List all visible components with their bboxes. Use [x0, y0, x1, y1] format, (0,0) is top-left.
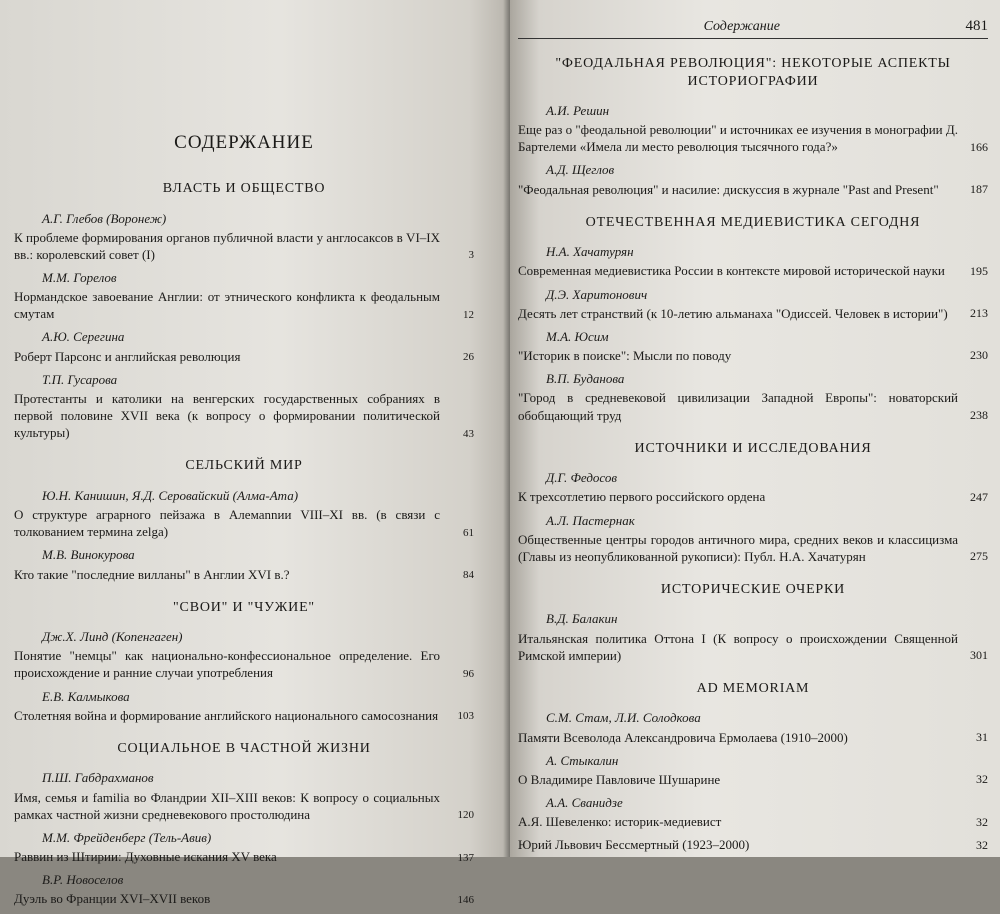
entry-title: Современная медиевистика России в контексте мировой исторической науки — [518, 263, 945, 279]
entry-author: Д.Э. Харитонович — [546, 286, 648, 302]
entry-article — [14, 890, 474, 907]
entry-title: Протестанты и католики на венгерских государственных собраниях в первой половине XVII века (к вопросу о формировании политической культуры) — [14, 390, 440, 441]
entry-page-number: 166 — [970, 139, 988, 154]
entry-article — [518, 488, 988, 505]
entry-article — [14, 390, 474, 441]
entry-page-number: 12 — [463, 308, 474, 321]
toc-entry — [14, 829, 474, 865]
entry-title: К проблеме формирования органов публичной власти у англосаксов в VI–IX вв.: королевский совет (I) — [14, 229, 440, 262]
entry-author: А. Стыкалин — [546, 752, 619, 768]
entry-title: Юрий Львович Бессмертный (1923–2000) — [518, 837, 750, 853]
entry-author: М.М. Горелов — [42, 269, 117, 285]
toc-entry — [14, 688, 474, 724]
entry-title: О Владимире Павловиче Шушарине — [518, 771, 721, 787]
entry-title: Кто такие "последние вилланы" в Англии XVI в.? — [14, 566, 290, 582]
left-sections — [14, 180, 474, 908]
entry-article — [518, 347, 988, 364]
toc-entry — [518, 752, 988, 788]
entry-article — [14, 647, 474, 681]
entry-page-number: 275 — [970, 549, 988, 564]
entry-author: В.П. Буданова — [546, 371, 625, 387]
entry-author: В.Д. Балакин — [546, 611, 618, 627]
toc-entry — [518, 709, 988, 745]
entry-article — [14, 348, 474, 365]
running-head — [518, 18, 988, 39]
entry-article — [518, 389, 988, 423]
section-title: ИСТОРИЧЕСКИЕ ОЧЕРКИ — [660, 581, 846, 597]
left-toc — [14, 120, 474, 914]
entry-page-number: 120 — [457, 809, 474, 822]
toc-entry — [14, 546, 474, 582]
section-title: ИСТОЧНИКИ И ИССЛЕДОВАНИЯ — [634, 440, 872, 456]
entry-title: Имя, семья и familia во Фландрии XII–XIII веков: К вопросу о социальных рамках частной жизни средневекового простолюдина — [14, 789, 440, 822]
toc-entry — [14, 487, 474, 540]
entry-page-number: 137 — [457, 851, 474, 864]
entry-title: К трехсотлетию первого российского ордена — [518, 489, 766, 505]
entry-author: М.В. Винокурова — [42, 547, 135, 563]
entry-title: Общественные центры городов античного мира, средних веков и классицизма (Главы из неопубликованной рукописи): Публ. Н.А. Хачатурян — [518, 531, 958, 564]
section-title: AD MEMORIAM — [696, 680, 810, 696]
entry-author: П.Ш. Габдрахманов — [42, 770, 154, 786]
entry-author: А.Д. Щеглов — [546, 162, 615, 178]
toc-entry — [14, 371, 474, 442]
entry-author: М.М. Фрейденберг (Тель-Авив) — [42, 829, 212, 845]
entry-article — [14, 288, 474, 322]
entry-page-number: 301 — [970, 648, 988, 663]
entry-author: А.А. Сванидзе — [546, 795, 623, 811]
entry-article — [518, 181, 988, 198]
entry-title: Роберт Парсонс и английская революция — [14, 348, 241, 364]
toc-entry — [518, 370, 988, 423]
toc-entry — [518, 328, 988, 364]
entry-title: Десять лет странствий (к 10-летию альманаха "Одиссей. Человек в истории") — [518, 305, 948, 321]
entry-article — [518, 813, 988, 830]
entry-title: "Феодальная революция" и насилие: дискуссия в журнале "Past and Present" — [518, 181, 939, 197]
entry-article — [518, 262, 988, 279]
section-title: ОТЕЧЕСТВЕННАЯ МЕДИЕВИСТИКА СЕГОДНЯ — [585, 214, 921, 230]
entry-page-number: 146 — [457, 894, 474, 907]
toc-entry — [518, 161, 988, 197]
toc-entry — [518, 794, 988, 830]
toc-entry — [14, 769, 474, 822]
entry-page-number: 247 — [970, 489, 988, 504]
entry-author: С.М. Стам, Л.И. Солодкова — [546, 710, 701, 726]
entry-title: Понятие "немцы" как национально-конфессиональное определение. Его происхождение и ранние случаи употребления — [14, 648, 440, 681]
entry-article — [518, 836, 988, 853]
entry-title: Памяти Всеволода Александровича Ермолаева (1910–2000) — [518, 729, 848, 745]
entry-article — [518, 531, 988, 565]
entry-article — [14, 566, 474, 583]
entry-page-number: 96 — [463, 668, 474, 681]
toc-entry — [518, 610, 988, 663]
section-title: ВЛАСТЬ И ОБЩЕСТВО — [162, 181, 326, 196]
right-sections — [518, 55, 988, 854]
entry-title: Еще раз о "феодальной революции" и источниках ее изучения в монографии Д. Бартелеми «Имела ли место революция тысячного года?» — [518, 122, 958, 155]
entry-author: Т.П. Гусарова — [42, 371, 118, 387]
entry-author: Е.В. Калмыкова — [42, 688, 130, 704]
entry-article — [518, 729, 988, 746]
toc-entry — [518, 102, 988, 155]
entry-article — [518, 771, 988, 788]
entry-page-number: 26 — [463, 351, 474, 364]
entry-article — [14, 506, 474, 540]
entry-author: В.Р. Новоселов — [42, 872, 124, 888]
entry-author: А.Г. Глебов (Воронеж) — [42, 210, 167, 226]
entry-title: "Историк в поиске": Мысли по поводу — [518, 348, 732, 364]
entry-title: Столетняя война и формирование английского национального самосознания — [14, 707, 439, 723]
entry-article — [518, 630, 988, 664]
entry-page-number: 195 — [970, 263, 988, 278]
toc-entry — [518, 286, 988, 322]
entry-author: Дж.Х. Линд (Копенгаген) — [42, 629, 183, 645]
entry-title: Нормандское завоевание Англии: от этнического конфликта к феодальным смутам — [14, 289, 440, 322]
entry-page-number: 213 — [970, 306, 988, 321]
running-title: Содержание — [703, 19, 780, 34]
entry-article — [518, 121, 988, 155]
section-title: СЕЛЬСКИЙ МИР — [185, 458, 303, 474]
entry-page-number: 43 — [463, 427, 474, 440]
entry-article — [14, 229, 474, 263]
entry-page-number: 84 — [463, 569, 474, 582]
entry-author: Н.А. Хачатурян — [546, 244, 634, 260]
entry-page-number: 32 — [976, 814, 988, 829]
right-page — [510, 0, 1000, 857]
entry-title: О структуре аграрного пейзажа в Алемannии VIII–XI вв. (в связи с толкованием термина zelga) — [14, 507, 440, 540]
section-title: "ФЕОДАЛЬНАЯ РЕВОЛЮЦИЯ": НЕКОТОРЫЕ АСПЕКТЫ ИСТОРИОГРАФИИ — [555, 56, 951, 89]
entry-article — [14, 707, 474, 724]
page-number: 481 — [965, 18, 988, 34]
entry-title: Итальянская политика Оттона I (К вопросу о происхождении Священной Римской империи) — [518, 630, 958, 663]
entry-page-number: 3 — [468, 249, 474, 262]
entry-author: А.И. Решин — [546, 103, 610, 118]
right-toc — [518, 18, 988, 860]
entry-title: "Город в средневековой цивилизации Западной Европы": новаторский обобщающий труд — [518, 390, 958, 423]
entry-page-number: 103 — [457, 710, 474, 723]
entry-page-number: 187 — [970, 181, 988, 196]
entry-author: М.А. Юсим — [546, 328, 609, 344]
entry-author: Ю.Н. Канишин, Я.Д. Серовайский (Алма-Ата) — [42, 487, 299, 503]
page-title: СОДЕРЖАНИЕ — [174, 132, 314, 153]
toc-entry — [518, 512, 988, 565]
section-title: "СВОИ" И "ЧУЖИЕ" — [173, 599, 315, 615]
entry-title: Раввин из Штирии: Духовные искания XV века — [14, 849, 277, 865]
entry-page-number: 32 — [976, 772, 988, 787]
section-title: СОЦИАЛЬНОЕ В ЧАСТНОЙ ЖИЗНИ — [117, 740, 371, 756]
entry-author: А.Л. Пастернак — [546, 512, 635, 528]
toc-entry — [14, 328, 474, 364]
entry-page-number: 61 — [463, 526, 474, 539]
entry-article — [14, 848, 474, 865]
entry-author: А.Ю. Серегина — [42, 329, 125, 345]
toc-entry — [14, 871, 474, 907]
entry-page-number: 32 — [976, 837, 988, 852]
entry-title: Дуэль во Франции XVI–XVII веков — [14, 891, 211, 907]
entry-author: Д.Г. Федосов — [546, 470, 618, 486]
toc-entry — [14, 210, 474, 263]
toc-entry — [518, 243, 988, 279]
toc-entry — [518, 469, 988, 505]
entry-article — [518, 305, 988, 322]
entry-page-number: 238 — [970, 407, 988, 422]
entry-page-number: 31 — [976, 729, 988, 744]
toc-entry — [14, 628, 474, 681]
toc-entry — [518, 836, 988, 853]
entry-title: А.Я. Шевеленко: историк-медиевист — [518, 814, 722, 830]
entry-article — [14, 789, 474, 823]
entry-page-number: 230 — [970, 348, 988, 363]
toc-entry — [14, 269, 474, 322]
